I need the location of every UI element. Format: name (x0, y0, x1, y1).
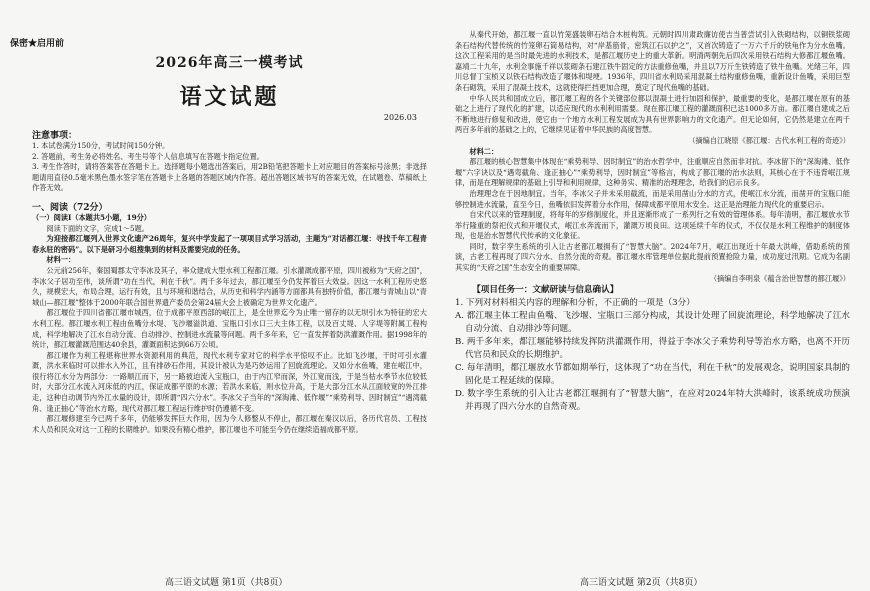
material2-paragraph: 同时，数字孪生系统的引入让古老都江堰拥有了“智慧大脑”。2024年7月，岷江出现近十年最大洪峰，借助系统的预演，古老工程再现了四六分水、自然分流的奇观。都江堰水库管理单位据此提前预置抢险力量，成功度过汛期。它成为名副其实的“天府之国”生态安全的重要屏障。 (455, 241, 850, 273)
subject-title: 语文试题 (179, 84, 280, 110)
material2-paragraph: 治理理念在于因地制宜。当年，李冰父子并未采用截流，而是采用凿山分水的方式，使岷江水分流，而凿开的宝瓶口能够控制进水流量，直至今日，鱼嘴依旧发挥着分水作用，保障成都平原用水安全。这正是治理能力现代化的重要启示。 (455, 188, 850, 209)
section-instruction: 阅读下面的文字，完成1～5题。 (46, 223, 149, 233)
notes-title: 注意事项： (32, 131, 78, 141)
section-title: 一、阅读（72分） (32, 202, 108, 213)
material1-title: 材料一： (46, 255, 76, 265)
exam-title: 2026年高三一模考试 (155, 55, 304, 71)
task-title: 【项目任务一：文献研读与信息确认】 (472, 285, 619, 296)
left-column (32, 30, 427, 565)
right-column (455, 30, 850, 565)
page-footer-right: 高三语文试题 第2页（共8页） (580, 578, 703, 588)
source-citation: （摘编自江晓原《都江堰：古代水利工程的奇迹》） (688, 135, 850, 145)
material2-title: 材料二： (469, 146, 499, 156)
material1-paragraph: 从秦代开始，都江堰一直以竹笼盛装卵石结合木桩构筑。元朝时四川肃政廉访使吉当普尝试引入铁砌结构，以铜铁浆砌条石结构代替传统的竹笼卵石筒易结构，对“岸基筋骨，密筑江石以护之”，又首次铸造了一万六千斤的铁龟作为分水鱼嘴。这次工程采用的是当时最先进的水利技术，是都江堰历史上的重大革新。明清两朝先后四次采用铁石结构大修都江堰鱼嘴。嘉靖二十九年，水利佥事施千祥以浆砌条石建江铁牛固定的方法重修鱼嘴，并且以7万斤生铁铸造了铁牛鱼嘴。光绪三年，四川总督丁宝桢又以铁石结构改造了堰体和堤埂。1936年，四川省水利局采用混凝土结构重修鱼嘴，重新设计鱼嘴，采用巨型条石砌筑，采用了混凝土技术，这就使得拦挡更加合理，奠定了现代鱼嘴的基础。 (455, 30, 850, 92)
question-option-b: B. 两千多年来，都江堰能够持续发挥防洪灌溉作用，得益于李冰父子乘势利导等治水方略，也离不开历代官员和民众的长期维护。 (455, 337, 850, 361)
material1-paragraph: 都江堰修建至今已两千多年，仍能够发挥巨大作用，因为今人修整从不停止，都江堰在秦汉以后，各历代官员、工程技术人员和民众对这一工程的长期维护。如果没有精心维护，都江堰也不可能至今仍在继续造福成都平原。 (32, 414, 427, 434)
material2-paragraph: 自宋代以来的管理制度，将每年的岁修制度化，并且逐渐形成了一系列行之有效的管理体系。每年清明，都江堰放水节举行隆重的祭祀仪式和开堰仪式，岷江水奔流而下，灌溉万顷良田。这项延续千年的仪式，不仅仅是水利工程维护的制度体现，也是治水智慧代代传承的文化象征。 (455, 210, 850, 241)
note-item: 2. 答题前，考生务必将姓名、考生号等个人信息填写在答题卡指定位置。 (32, 151, 264, 161)
material1-paragraph: 公元前256年，秦国蜀郡太守李冰及其子，率众建成大型水利工程都江堰。引水灌溉成都平原，四川被称为“天府之国”，李冰父子居功至伟，谈所谓“功在当代，利在千秋”。两千多年过去，都江堰至今仍发挥着巨大效益。因这一水利工程历史悠久，规模宏大，布局合理，运行有效，且与环境和谐结合，从历史和科学内涵等方面都具有独特价值，都江堰与青城山以“青城山—都江堰”整体于2000年联合国世界遗产委员会第24届大会上被确定为世界文化遗产。 (32, 265, 427, 307)
question-1: 1. 下列对材料相关内容的理解和分析，不正确的一项是（3分） (455, 298, 695, 309)
material1-paragraph: 中华人民共和国成立后，都江堰工程的各个关键部位都以混凝土进行加固和保护，最重要的变化，是都江堰在原有的基础之上进行了现代化的扩建，以适应现代的水利利用需要。现在都江堰工程的灌溉面积已达1000多万亩。都江堰自建成之后不断地进行修复和改进，使它由一个地方水利工程发展成为具有世界影响力的文化遗产。但无论如何，它仍然是建立在两千两百多年前的基础之上的，它继续见证着中华民族的高度智慧。 (455, 93, 850, 135)
question-option-c: C. 每年清明，都江堰放水节都如期举行，这体现了“功在当代，利在千秋”的发展观念，说明国家具制的固化是工程延续的保障。 (455, 363, 850, 387)
material2-paragraph: 都江堰的核心智慧集中体现在“乘势利导、因时制宜”的治水哲学中，注重顺应自然而非对抗。李冰留下的“深淘滩、低作堰”六字诀以及“遇弯截角、逢正抽心”“乘势利导，因时制宜”等格言，构成了都江堰的治水法则，其核心在于不违背岷江规律，而是在理解规律的基础上引导和利用规律，这种务实、精准的治理理念，给我们的启示良多。 (455, 157, 850, 188)
note-item: 3. 考生作答时，请将答案答在答题卡上。选择题每小题选出答案后，用2B铅笔把答题卡上对应题目的答案标号涂黑；非选择题请用直径0.5毫米黑色墨水签字笔在答题卡上各题的答题区域内作答。超出答题区域书写的答案无效，在试题卷、草稿纸上作答无效。 (32, 162, 427, 193)
material1-paragraph: 都江堰作为利工程堪称世界水资源利用的典范，现代水利专家对它的科学水平惊叹不止。比如飞沙堰，干时可引水灌溉，洪水来临时可以排水入外江，且有排砂石作用，其设计被认为是巧妙运用了回旋流理论。又如分水鱼嘴，建在岷江中，很行将江水分为两部分：一路顺江而下，另一路被迫流入宝瓶口，由于内江窄而深，外江宽而浅，于是当枯水季节水位较低时，大部分江水流入河床低的内江，保证成都平原的水源；若洪水来临，则水位升高，于是大部分江水从江面较宽的外江排走，这种自动调节内外江水量的设计，即所谓“四六分水”。李冰父子当年的“深淘滩、低作堰”“乘势利导、因时制宜”“遇湾截角、逢正抽心”等治水方略，现代对都江堰工程运行维护时仍遵循不变。 (32, 350, 427, 413)
exam-date: 2026.03 (383, 113, 417, 122)
secret-label: 保密★启用前 (10, 39, 65, 49)
section-theme: 为迎接都江堰列入世界文化遗产26周年，复兴中学发起了一项项目式学习活动，主题为“对话都江堰：寻找千年工程青春永驻的密码”。以下是研习小组搜集到的材料及需要完成的任务。 (32, 234, 427, 254)
page-footer-left: 高三语文试题 第1页（共8页） (165, 578, 288, 588)
material1-paragraph: 都江堰位于四川省都江堰市城西，位于成都平原西部的岷江上，是全世界迄今为止唯一留存的以无坝引水为特征的宏大水利工程。都江堰水利工程由鱼嘴分水堤、飞沙堰溢洪道、宝瓶口引水口三大主体工程，以及百丈堤、人字堤等附属工程构成，科学地解决了江水自动分流、自动排沙、控制进水流量等问题。两千多年来，它一直发挥着防洪灌溉作用。据1998年的统计，都江堰灌溉范围达40余县，灌溉面积达到66万公顷。 (32, 308, 427, 350)
note-item: 1. 本试卷满分150分，考试时间150分钟。 (32, 141, 170, 150)
question-option-a: A. 都江堰主体工程由鱼嘴、飞沙堰、宝瓶口三部分构成，其设计处理了回旋流理论，科学地解决了江水自动分流、自动排沙等问题。 (455, 311, 850, 335)
source-citation: （摘编自李明泉《蕴含治世智慧的都江堰》） (709, 273, 850, 283)
notes-block (32, 128, 427, 194)
question-option-d: D. 数字孪生系统的引入让古老都江堰拥有了“智慧大脑”，在应对2024年特大洪峰时，该系统成功预演并再现了四六分水的自然奇观。 (455, 389, 850, 413)
section-subtitle: （一）阅读Ⅰ（本题共5小题，19分） (32, 212, 151, 222)
